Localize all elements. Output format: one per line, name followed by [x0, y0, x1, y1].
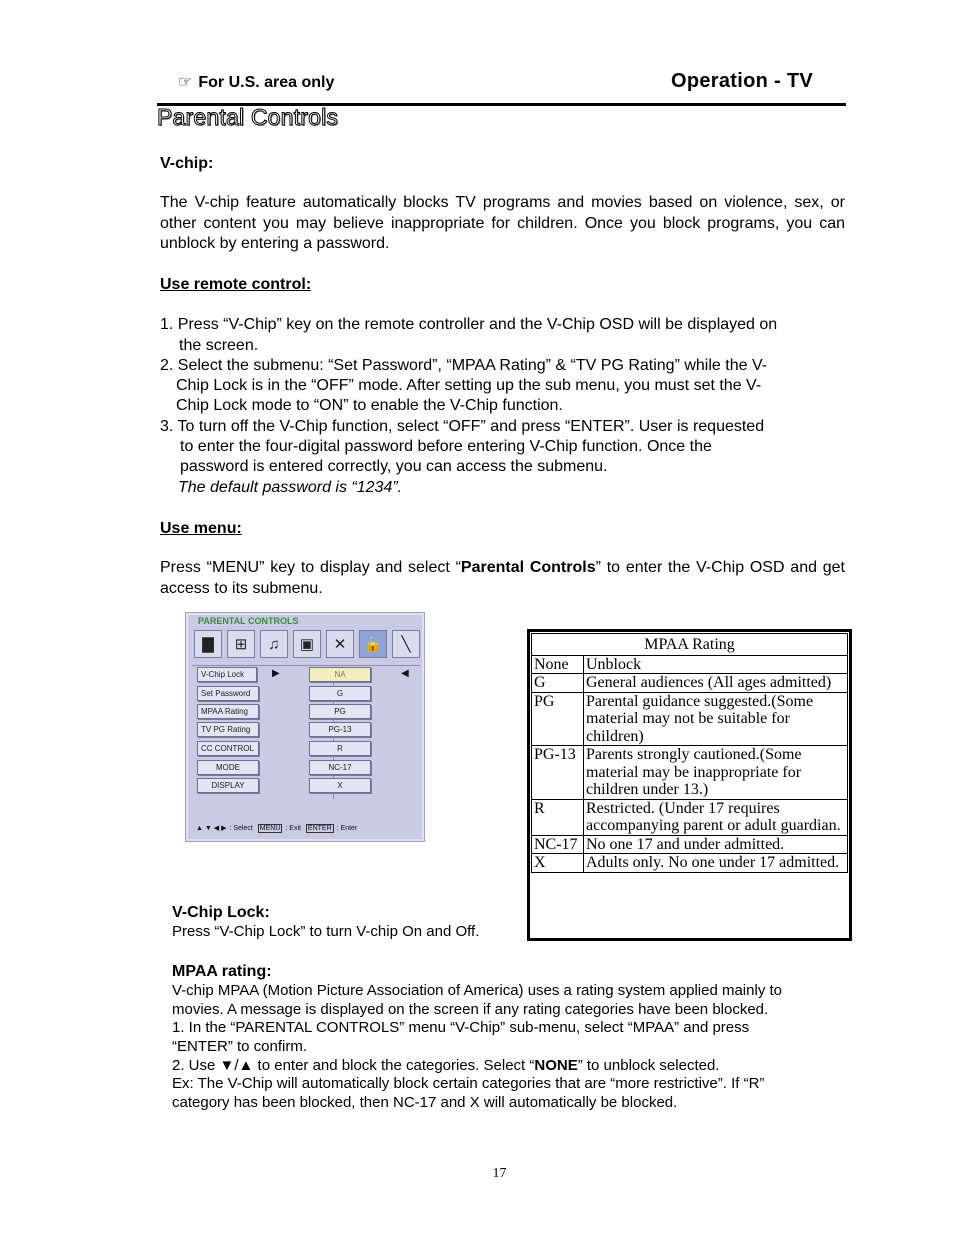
mpaa-rating-line	[172, 1056, 719, 1075]
mpaa-rating-line: category has been blocked, then NC-17 and X will automatically be blocked.	[172, 1094, 678, 1111]
osd-title: PARENTAL CONTROLS	[198, 616, 299, 626]
table-row	[532, 854, 848, 873]
osd-value: NA	[309, 667, 371, 682]
page-title: Parental Controls	[157, 104, 339, 130]
input-icon: ⊞	[227, 630, 255, 658]
mpaa-rating-table	[531, 633, 848, 873]
rating-description: General audiences (All ages admitted)	[584, 674, 848, 693]
osd-value: PG-13	[309, 722, 371, 737]
osd-item-tv-pg-rating: TV PG Rating	[197, 722, 259, 737]
rating-description: Unblock	[584, 655, 848, 674]
rating-code: G	[532, 674, 584, 693]
remote-step-line: Chip Lock mode to “ON” to enable the V-Chip function.	[176, 397, 563, 414]
osd-value: PG	[309, 704, 371, 719]
rating-description: Parents strongly cautioned.(Some material may be inappropriate for children under 13.)	[584, 746, 848, 800]
osd-enter-key: ENTER	[307, 825, 332, 832]
osd-select-hint: : Select	[229, 825, 253, 832]
menu-text-bold: Parental Controls	[460, 559, 596, 576]
osd-item-vchip-lock: V-Chip Lock	[197, 667, 257, 682]
remote-heading: Use remote control:	[160, 276, 312, 293]
remote-step-line: the screen.	[179, 337, 259, 354]
header-area-note	[178, 72, 334, 92]
header-area-text: For U.S. area only	[198, 74, 335, 91]
osd-item-cc-control: CC CONTROL	[197, 741, 259, 756]
screen-icon: ▣	[293, 630, 321, 658]
remote-step-line: to enter the four-digital password before entering V-Chip function. Once the	[180, 438, 712, 455]
mpaa-rating-line: V-chip MPAA (Motion Picture Association of America) uses a rating system applied mainly to	[172, 982, 782, 999]
page-number: 17	[492, 1166, 507, 1181]
table-header-row	[532, 634, 848, 656]
osd-icon-bar	[192, 630, 422, 660]
osd-nav-arrows-icon: ▲ ▼ ◀ ▶	[196, 825, 227, 832]
table-row	[532, 835, 848, 854]
table-row	[532, 799, 848, 835]
table-row	[532, 655, 848, 674]
mpaa-rating-line: “ENTER” to confirm.	[172, 1038, 308, 1055]
osd-left-arrow-icon: ◀	[401, 668, 409, 679]
rating-code: X	[532, 854, 584, 873]
menu-paragraph	[160, 558, 845, 599]
mpaa-step2-bold: NONE	[534, 1057, 578, 1074]
osd-value: X	[309, 778, 371, 793]
rating-description: Adults only. No one under 17 admitted.	[584, 854, 848, 873]
remote-step-line: 1. Press “V-Chip” key on the remote controller and the V-Chip OSD will be displayed on	[160, 316, 778, 333]
mpaa-step2-text-end: ” to unblock selected.	[577, 1057, 720, 1074]
header-section-title: Operation - TV	[671, 70, 813, 92]
mpaa-rating-table-box	[527, 629, 852, 941]
remote-step-line: 2. Select the submenu: “Set Password”, “MPAA Rating” & “TV PG Rating” while the V-	[160, 357, 768, 374]
osd-item-display: DISPLAY	[197, 778, 259, 793]
tools-icon: ✕	[326, 630, 354, 658]
remote-step-line: 3. To turn off the V-Chip function, select “OFF” and press “ENTER”. User is requested	[160, 418, 765, 435]
pointing-hand-icon: ☞	[178, 74, 193, 91]
mpaa-step2-text: 2. Use ▼/▲ to enter and block the categories. Select “	[172, 1057, 535, 1074]
osd-value: G	[309, 686, 371, 701]
table-row	[532, 746, 848, 800]
rating-code: PG-13	[532, 746, 584, 800]
table-row	[532, 674, 848, 693]
osd-exit-hint: : Exit	[285, 825, 301, 832]
menu-heading: Use menu:	[160, 520, 242, 537]
setup-icon: ╲	[392, 630, 420, 658]
osd-footer	[196, 824, 360, 832]
osd-value: NC-17	[309, 760, 371, 775]
table-row	[532, 692, 848, 746]
vchip-lock-text: Press “V-Chip Lock” to turn V-chip On and Off.	[172, 923, 480, 940]
osd-item-set-password: Set Password	[197, 686, 259, 701]
osd-item-mpaa-rating: MPAA Rating	[197, 704, 259, 719]
vchip-paragraph: The V-chip feature automatically blocks TV programs and movies based on violence, sex, or other content you may believe inappropriate for children. Once you block programs, you can unblock by entering a password.	[160, 194, 845, 252]
rating-code: NC-17	[532, 835, 584, 854]
tv-icon: ▇	[194, 630, 222, 658]
default-password-note: The default password is “1234”.	[178, 479, 403, 496]
vchip-heading: V-chip:	[160, 155, 214, 172]
lock-icon: 🔒	[359, 630, 387, 658]
osd-enter-hint: : Enter	[336, 825, 358, 832]
parental-controls-osd-screenshot	[185, 612, 425, 842]
rating-description: Parental guidance suggested.(Some material may not be suitable for children)	[584, 692, 848, 746]
audio-icon: ♫	[260, 630, 288, 658]
menu-text-end: ” to enter the V-Chip OSD and get access to its submenu.	[160, 559, 846, 597]
mpaa-rating-line: 1. In the “PARENTAL CONTROLS” menu “V-Chip” sub-menu, select “MPAA” and press	[172, 1019, 750, 1036]
remote-step-line: password is entered correctly, you can access the submenu.	[180, 458, 608, 475]
osd-value: R	[309, 741, 371, 756]
osd-divider	[192, 665, 420, 666]
menu-text-start: Press “MENU” key to display and select “	[160, 559, 461, 576]
mpaa-rating-line: Ex: The V-Chip will automatically block certain categories that are “more restrictive”. If “R”	[172, 1075, 765, 1092]
table-title: MPAA Rating	[532, 634, 848, 656]
rating-code: None	[532, 655, 584, 674]
rating-description: No one 17 and under admitted.	[584, 835, 848, 854]
remote-step-line: Chip Lock is in the “OFF” mode. After setting up the sub menu, you must set the V-	[176, 377, 762, 394]
mpaa-rating-line: movies. A message is displayed on the screen if any rating categories have been blocked.	[172, 1001, 769, 1018]
rating-code: R	[532, 799, 584, 835]
mpaa-rating-heading: MPAA rating:	[172, 963, 272, 980]
osd-item-mode: MODE	[197, 760, 259, 775]
rating-description: Restricted. (Under 17 requires accompanying parent or adult guardian.	[584, 799, 848, 835]
osd-menu-key: MENU	[259, 825, 281, 832]
rating-code: PG	[532, 692, 584, 746]
vchip-lock-heading: V-Chip Lock:	[172, 904, 270, 921]
osd-right-arrow-icon: ▶	[272, 668, 280, 679]
